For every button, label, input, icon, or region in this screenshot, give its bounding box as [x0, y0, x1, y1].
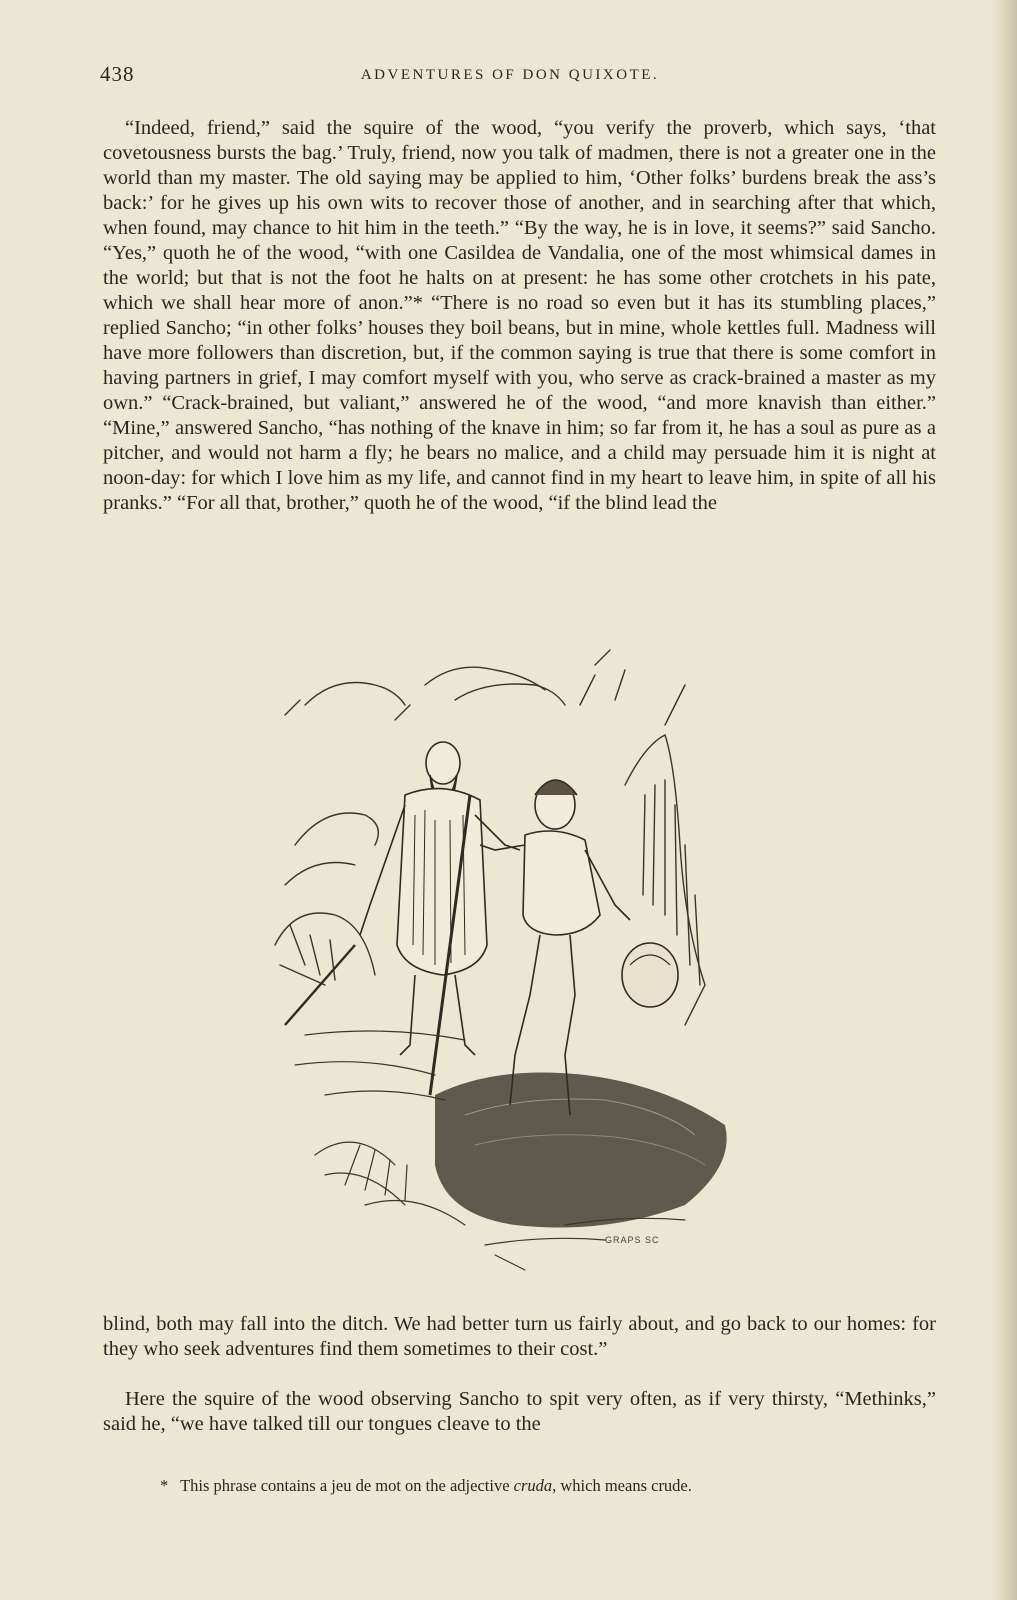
engraving-illustration: [265, 645, 755, 1280]
old-man-figure: [360, 742, 520, 1055]
footnote-text-after: , which means crude.: [552, 1476, 692, 1495]
footnote-emphasis: cruda: [513, 1476, 553, 1495]
running-head: [100, 62, 920, 92]
page-edge-shadow: [991, 0, 1017, 1600]
footnote-text-before: This phrase contains a jeu de mot on the adjective: [180, 1476, 510, 1495]
paragraph-squire-thirsty: Here the squire of the wood observing Sancho to spit very often, as if very thirsty, “Methinks,” said he, “we have talked till our tongues cleave to the: [103, 1388, 936, 1435]
page-number: 438: [100, 62, 135, 86]
young-man-figure: [480, 780, 630, 1115]
shadow-pit: [435, 1073, 727, 1228]
hat: [622, 943, 678, 1007]
paragraph-dialogue-top: “Indeed, friend,” said the squire of the wood, “you verify the proverb, which says, ‘that covetousness bursts the bag.’ Truly, friend, now you talk of madmen, there is not a greater one in the world than my master. The old saying may be applied to him, ‘Other folks’ burdens break the ass’s back:’ for he gives up his own wits to recover those of another, and in searching after that which, when found, may chance to hit him in the teeth.” “By the way, he is in love, it seems?” said Sancho. “Yes,” quoth he of the wood, “with one Casildea de Vandalia, one of the most whimsical dames in the world; but that is not the foot he halts on at present: he has some other crotchets in his pate, which we shall hear more of anon.”* “There is no road so even but it has its stumbling places,” replied Sancho; “in other folks’ houses they boil beans, but in mine, whole kettles full. Madness will have more followers than discretion, but, if the common saying is true that there is some comfort in having partners in grief, I may comfort myself with you, who serve as crack-brained a master as my own.” “Crack-brained, but valiant,” answered he of the wood, “and more knavish than either.” “Mine,” answered Sancho, “has nothing of the knave in him; so far from it, he has a soul as pure as a pitcher, and would not harm a fly; he bears no malice, and a child may persuade him it is night at noon-day: for which I love him as my life, and cannot find in my heart to leave him, in spite of all his pranks.” “For all that, brother,” quoth he of the wood, “if the blind lead the: [103, 117, 936, 514]
running-title: ADVENTURES OF DON QUIXOTE.: [360, 67, 660, 83]
footnote: [160, 1475, 940, 1497]
paragraph-dialogue-continued: blind, both may fall into the ditch. We had better turn us fairly about, and go back to our homes: for they who seek adventures find them sometimes to their cost.”: [103, 1313, 936, 1360]
engraving-svg: [265, 645, 755, 1280]
footnote-marker: *: [160, 1476, 169, 1495]
engraver-signature: GRAPS SC: [605, 1235, 660, 1245]
